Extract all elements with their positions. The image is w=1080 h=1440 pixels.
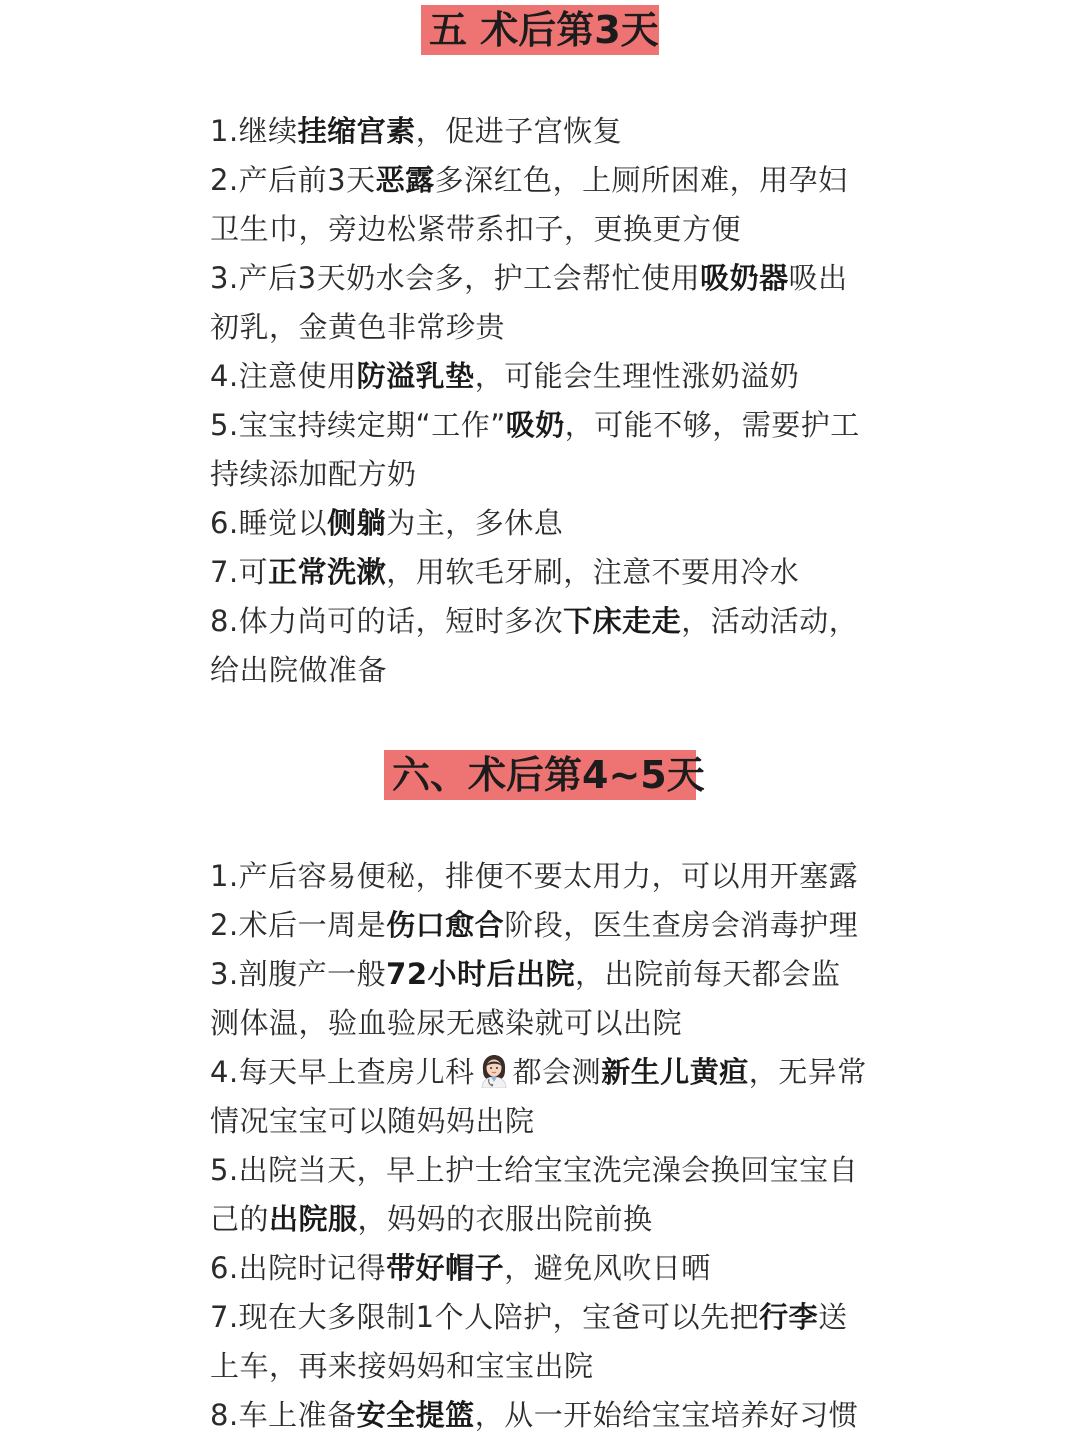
item-text: ，可能会生理性涨奶溢奶 xyxy=(474,359,800,393)
item-text: 3.产后3天奶水会多，护工会帮忙使用 xyxy=(210,261,701,295)
item-text: 多深红色，上厕所困难，用孕妇卫生巾，旁边松紧带系扣子，更换更方便 xyxy=(210,163,848,246)
section-day4-5-list xyxy=(210,852,870,1440)
item-text: 8.车上准备 xyxy=(210,1398,357,1432)
item-text: 4.每天早上查房儿科 xyxy=(210,1055,475,1089)
highlighted-keyword: 出院服 xyxy=(269,1202,358,1236)
section-title-day3: 五 术后第3天 xyxy=(421,5,659,55)
item-text: 8.体力尚可的话，短时多次 xyxy=(210,604,564,638)
item-text: ，用软毛牙刷，注意不要用冷水 xyxy=(386,555,800,589)
highlighted-keyword: 伤口愈合 xyxy=(386,908,505,942)
item-text: ，可能不够，需要护工持续添加配方奶 xyxy=(210,408,860,491)
list-item xyxy=(210,156,870,254)
item-text: 7.可 xyxy=(210,555,269,589)
item-text: ，促进子宫恢复 xyxy=(415,114,623,148)
item-text: 3.剖腹产一般 xyxy=(210,957,387,991)
list-item xyxy=(210,852,870,901)
item-text: 1.继续 xyxy=(210,114,298,148)
item-text: 阶段，医生查房会消毒护理 xyxy=(504,908,859,942)
item-text: 吸出初乳，金黄色非常珍贵 xyxy=(210,261,848,344)
item-text: 2.术后一周是 xyxy=(210,908,387,942)
list-item xyxy=(210,1391,870,1440)
item-text: 都会测 xyxy=(512,1055,602,1089)
list-item xyxy=(210,1293,870,1391)
highlighted-keyword: 72小时后出院 xyxy=(386,957,576,991)
item-text: 5.出院当天，早上护士给宝宝洗完澡会换回宝宝自己的 xyxy=(210,1153,859,1236)
item-text: ，避免风吹日晒 xyxy=(504,1251,711,1285)
doctor-woman-icon xyxy=(479,1054,509,1088)
item-text: ，无异常情况宝宝可以随妈妈出院 xyxy=(210,1055,867,1138)
list-item xyxy=(210,352,870,401)
item-text: 送上车，再来接妈妈和宝宝出院 xyxy=(210,1300,848,1383)
highlighted-keyword: 正常洗漱 xyxy=(268,555,387,589)
list-item xyxy=(210,901,870,950)
list-item xyxy=(210,1146,870,1244)
item-text: 6.出院时记得 xyxy=(210,1251,387,1285)
highlighted-keyword: 挂缩宫素 xyxy=(297,114,416,148)
highlighted-keyword: 吸奶 xyxy=(505,408,565,442)
item-text: 2.产后前3天 xyxy=(210,163,376,197)
highlighted-keyword: 恶露 xyxy=(375,163,435,197)
highlighted-keyword: 安全提篮 xyxy=(356,1398,475,1432)
list-item xyxy=(210,548,870,597)
section-day3-list xyxy=(210,107,870,695)
list-item xyxy=(210,254,870,352)
item-text: 7.现在大多限制1个人陪护，宝爸可以先把 xyxy=(210,1300,760,1334)
highlighted-keyword: 吸奶器 xyxy=(700,261,789,295)
item-text: ，妈妈的衣服出院前换 xyxy=(357,1202,653,1236)
section-title-day4-5: 六、术后第4~5天 xyxy=(384,750,696,800)
list-item xyxy=(210,499,870,548)
item-text: 为主，多休息 xyxy=(386,506,564,540)
highlighted-keyword: 新生儿黄疸 xyxy=(601,1055,749,1089)
list-item xyxy=(210,1244,870,1293)
item-text: ，出院前每天都会监测体温，验血验尿无感染就可以出院 xyxy=(210,957,841,1040)
list-item xyxy=(210,950,870,1048)
highlighted-keyword: 下床走走 xyxy=(563,604,682,638)
item-text: 5.宝宝持续定期“工作” xyxy=(210,408,506,442)
item-text: ，活动活动，给出院做准备 xyxy=(210,604,859,687)
item-text: ，从一开始给宝宝培养好习惯 xyxy=(474,1398,859,1432)
list-item xyxy=(210,107,870,156)
list-item xyxy=(210,597,870,695)
list-item xyxy=(210,1048,870,1146)
item-text: 4.注意使用 xyxy=(210,359,357,393)
highlighted-keyword: 侧躺 xyxy=(327,506,387,540)
list-item xyxy=(210,401,870,499)
highlighted-keyword: 带好帽子 xyxy=(386,1251,505,1285)
item-text: 1.产后容易便秘，排便不要太用力，可以用开塞露 xyxy=(210,859,859,893)
item-text: 6.睡觉以 xyxy=(210,506,328,540)
highlighted-keyword: 行李 xyxy=(759,1300,819,1334)
highlighted-keyword: 防溢乳垫 xyxy=(356,359,475,393)
